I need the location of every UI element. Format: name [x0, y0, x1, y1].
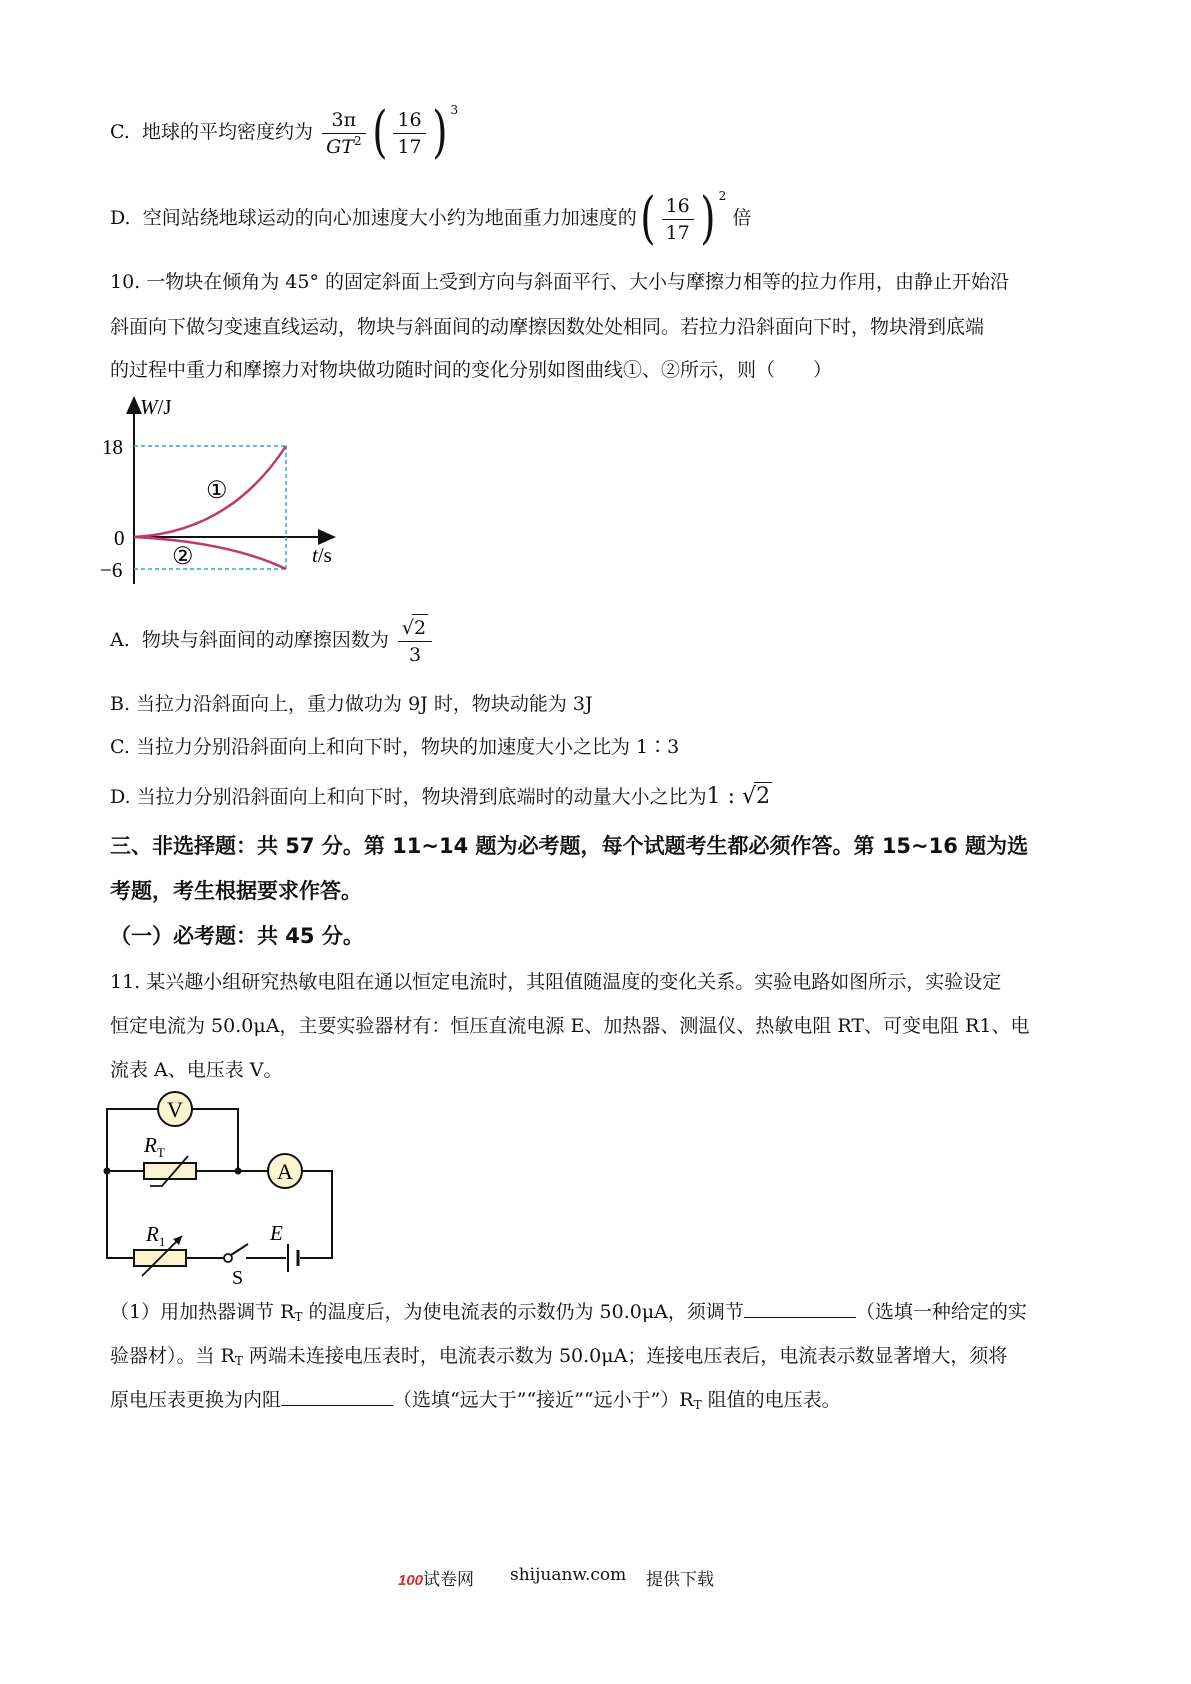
- fraction-numerator: 16: [662, 193, 694, 220]
- option-text: 空间站绕地球运动的向心加速度大小约为地面重力加速度的: [142, 207, 637, 229]
- right-paren: ): [700, 186, 716, 251]
- junction-right: [235, 1168, 242, 1175]
- fraction-sqrt2-over-3: [398, 614, 432, 668]
- rt-subscript: T: [156, 1145, 165, 1160]
- junction-left: [104, 1168, 111, 1175]
- y-axis-var: W: [140, 395, 158, 419]
- tick-18: 18: [102, 435, 123, 459]
- ratio: 1 :: [706, 784, 743, 809]
- subscript: T: [234, 1354, 243, 1368]
- q9-option-c: [110, 100, 458, 164]
- text-segment: （1）用加热器调节 R: [110, 1301, 295, 1323]
- x-axis-label: [312, 543, 332, 567]
- left-paren: (: [371, 100, 388, 165]
- radicand: 2: [412, 614, 428, 641]
- q10-stem-line-2: 斜面向下做匀变速直线运动，物块与斜面间的动摩擦因数处处相同。若拉力沿斜面向下时，物块滑到底端: [110, 316, 985, 338]
- text-segment: 两端未连接电压表时，电流表示数为 50.0μA；连接电压表后，电流表示数显著增大，须将: [242, 1345, 1008, 1367]
- text-segment: 原电压表更换为内阻: [110, 1389, 282, 1411]
- q10-option-b: B. 当拉力沿斜面向上，重力做功为 9J 时，物块动能为 3J: [110, 693, 593, 715]
- text-segment: （选填一种给定的实: [855, 1301, 1027, 1323]
- ammeter-label: A: [277, 1159, 293, 1184]
- fraction-16-17: [393, 107, 425, 160]
- x-axis-var: t: [312, 543, 318, 567]
- fraction-16-17: [662, 193, 694, 246]
- answer-blank-1[interactable]: [744, 1299, 856, 1318]
- exponent: 3: [450, 103, 459, 117]
- fraction-numerator: √2: [398, 614, 432, 642]
- text-segment: 的温度后，为使电流表的示数仍为 50.0μA，须调节: [302, 1301, 744, 1323]
- q9-option-d: [110, 186, 751, 250]
- source-label: E: [270, 1221, 283, 1245]
- section-subheading: （一）必考题：共 45 分。: [110, 924, 364, 948]
- text-segment: （选填“远大于”“接近”“远小于”）R: [393, 1389, 694, 1411]
- switch-contact: [224, 1254, 232, 1262]
- fraction-denominator: 3: [408, 644, 422, 666]
- q11-stem-line-3: 流表 A、电压表 V。: [110, 1059, 283, 1081]
- section-heading-line-1: 三、非选择题：共 57 分。第 11~14 题为必考题，每个试题考生都必须作答。第 15~16 题为选: [110, 834, 1029, 858]
- switch-label: S: [232, 1267, 244, 1289]
- circuit-diagram: [100, 1090, 360, 1290]
- section-heading-line-2: 考题，考生根据要求作答。: [110, 879, 362, 903]
- curve-2: [134, 537, 286, 569]
- switch-lever: [231, 1244, 248, 1255]
- option-label: C.: [110, 121, 130, 143]
- r1-symbol: R: [146, 1222, 159, 1246]
- option-label: A.: [110, 629, 130, 651]
- exponent: 2: [718, 189, 727, 203]
- wire-middle: [107, 1171, 332, 1258]
- q10-option-c: C. 当拉力分别沿斜面向上和向下时，物块的加速度大小之比为 1∶3: [110, 736, 680, 758]
- radicand: 2: [756, 784, 771, 809]
- subscript: T: [693, 1398, 702, 1412]
- subscript: T: [294, 1310, 303, 1324]
- q11-stem-line-2: 恒定电流为 50.0μA，主要实验器材有：恒压直流电源 E、加热器、测温仪、热敏电阻 RT、可变电阻 R1、电: [110, 1015, 1030, 1037]
- y-axis-unit: /J: [157, 395, 172, 419]
- rt-label: [143, 1133, 165, 1160]
- footer-logo: 100: [398, 1572, 424, 1589]
- right-paren: ): [431, 100, 448, 165]
- footer-brand: [398, 1565, 474, 1590]
- exponent: 2: [353, 133, 362, 148]
- r1-subscript: 1: [158, 1234, 166, 1249]
- text-segment: 阻值的电压表。: [701, 1389, 841, 1411]
- var-g: G: [326, 135, 342, 158]
- option-text: D. 当拉力分别沿斜面向上和向下时，物块滑到底端时的动量大小之比为: [110, 786, 707, 808]
- sqrt-sign: √: [742, 784, 757, 809]
- tick-0: 0: [114, 526, 125, 550]
- footer-site-name: 试卷网: [423, 1570, 475, 1590]
- fraction-denominator: 17: [397, 135, 422, 158]
- voltmeter-label: V: [167, 1097, 183, 1122]
- q10-option-d: [110, 782, 772, 811]
- work-time-graph: [100, 392, 380, 592]
- var-t: T: [341, 135, 354, 158]
- left-paren: (: [639, 186, 656, 251]
- fraction-3pi-over-gt2: [322, 107, 366, 160]
- option-text: 物块与斜面间的动摩擦因数为: [141, 629, 389, 651]
- footer-download: 提供下载: [646, 1570, 714, 1590]
- q10-stem-line-1: 10. 一物块在倾角为 45° 的固定斜面上受到方向与斜面平行、大小与摩擦力相等的拉力作用，由静止开始沿: [110, 271, 1010, 293]
- r1-label: [145, 1222, 165, 1249]
- option-text: 地球的平均密度约为: [142, 121, 314, 143]
- footer-url[interactable]: shijuanw.com: [510, 1565, 627, 1585]
- q10-option-a: [110, 608, 435, 672]
- curve-2-label: ②: [172, 544, 194, 570]
- option-tail: 倍: [732, 207, 752, 229]
- q11-part1-line-3: [110, 1386, 841, 1419]
- wire-bottom: [107, 1171, 286, 1258]
- curve-1-label: ①: [206, 478, 228, 504]
- tick-neg6: −6: [100, 558, 123, 582]
- fraction-numerator: 3π: [322, 107, 366, 134]
- option-label: D.: [110, 207, 131, 229]
- fraction-denominator: 17: [665, 221, 690, 244]
- answer-blank-2[interactable]: [281, 1387, 393, 1406]
- q11-part1-line-2: [110, 1342, 1007, 1375]
- fraction-numerator: 16: [393, 107, 425, 134]
- rt-symbol: R: [144, 1133, 157, 1157]
- y-axis-label: [140, 395, 172, 419]
- q11-part1-line-1: [110, 1298, 1027, 1331]
- x-axis-unit: /s: [317, 543, 332, 567]
- text-segment: 验器材）。当 R: [110, 1345, 235, 1367]
- q11-stem-line-1: 11. 某兴趣小组研究热敏电阻在通以恒定电流时，其阻值随温度的变化关系。实验电路如图所示，实验设定: [110, 971, 1002, 993]
- fraction-denominator: [322, 134, 366, 160]
- q10-stem-line-3: 的过程中重力和摩擦力对物块做功随时间的变化分别如图曲线①、②所示，则（ ）: [110, 359, 833, 381]
